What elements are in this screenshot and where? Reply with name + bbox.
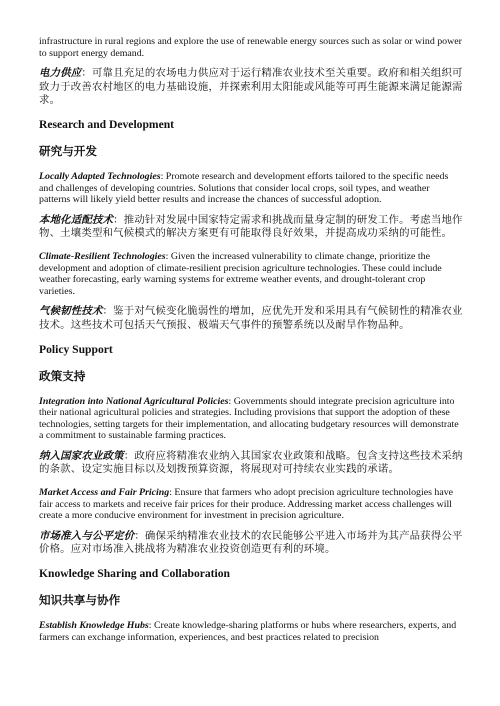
- integration-en-paragraph: [39, 396, 463, 442]
- policy-heading-en: Policy Support: [39, 342, 113, 356]
- power-supply-zh-paragraph: [39, 67, 463, 108]
- knowledge-hubs-en-paragraph: [39, 620, 463, 643]
- climate-tech-zh-text: ：鉴于对气候变化脆弱性的增加，应优先开发和采用具有气候韧性的精准农业技术。这些技术可包括天气预报、极端天气事件的预警系统以及耐旱作物品种。: [39, 305, 463, 331]
- market-access-zh-term: 市场准入与公平定价: [39, 529, 135, 542]
- market-access-en-text: : Ensure that farmers who adopt precision agriculture technologies have fair access to markets and receive fair prices for their produce. Addressing market access challenges will create a more conducive environment for investment in precision agriculture.: [39, 487, 454, 522]
- power-supply-zh-text: ：可靠且充足的农场电力供应对于运行精准农业技术至关重要。政府和相关组织可致力于改善农村地区的电力基础设施，并探索利用太阳能或风能等可再生能源来满足能源需求。: [39, 67, 463, 107]
- climate-tech-en-text: : Given the increased vulnerability to climate change, prioritize the development and adoption of climate-resilient precision agriculture technologies. These could include weather forecasting, early warning systems for extreme weather events, and drought-tolerant crop varieties.: [39, 250, 442, 297]
- local-tech-en-paragraph: [39, 171, 463, 206]
- knowledge-heading-en: Knowledge Sharing and Collaboration: [39, 567, 231, 581]
- climate-tech-en-paragraph: [39, 251, 463, 297]
- power-supply-zh-term: 电力供应: [39, 67, 82, 80]
- climate-tech-zh-term: 气候韧性技术: [39, 305, 103, 318]
- research-heading-zh: 研究与开发: [39, 143, 97, 158]
- integration-en-text: : Governments should integrate precision agriculture into their national agricultural policies and strategies. Including provisions that support the adoption of these technologies, setting targets for their implementation, and allocating budgetary resources will demonstrate a commitment to sustainable farming practices.: [39, 395, 459, 442]
- local-tech-zh-term: 本地化适配技术: [39, 213, 114, 226]
- knowledge-hubs-en-text: : Create knowledge-sharing platforms or hubs where researchers, experts, and farmers can exchange information, experiences, and best practices related to precision: [39, 620, 457, 643]
- local-tech-zh-paragraph: [39, 214, 463, 241]
- integration-en-term: Integration into National Agricultural Policies: [39, 395, 229, 407]
- intro-paragraph: infrastructure in rural regions and explore the use of renewable energy sources such as solar or wind power to support energy demand.: [39, 36, 462, 59]
- local-tech-zh-text: ：推动针对发展中国家特定需求和挑战而量身定制的研发工作。考虑当地作物、土壤类型和气候模式的解决方案更有可能取得良好效果，并提高成功采纳的可能性。: [39, 213, 463, 240]
- local-tech-en-term: Locally Adapted Technologies: [39, 170, 161, 182]
- market-access-en-term: Market Access and Fair Pricing: [39, 487, 170, 499]
- document-page: [39, 36, 463, 651]
- integration-zh-text: ：政府应将精准农业纳入其国家农业政策和战略。包含支持这些技术采纳的条款、设定实施目标以及划拨预算资源，将展现对可持续农业实践的承诺。: [39, 449, 463, 476]
- integration-zh-term: 纳入国家农业政策: [39, 449, 124, 462]
- market-access-en-paragraph: [39, 487, 463, 522]
- knowledge-heading-zh: 知识共享与协作: [39, 593, 121, 608]
- integration-zh-paragraph: [39, 450, 463, 477]
- climate-tech-en-term: Climate-Resilient Technologies: [39, 250, 166, 262]
- market-access-zh-paragraph: [39, 530, 463, 557]
- market-access-zh-text: ：确保采纳精准农业技术的农民能够公平进入市场并为其产品获得公平价格。应对市场准入挑战将为精准农业投资创造更有利的环境。: [39, 529, 463, 556]
- research-heading-en: Research and Development: [39, 117, 175, 131]
- local-tech-en-text: : Promote research and development efforts tailored to the specific needs and challenges of developing countries. Solutions that consider local crops, soil types, and weather patterns will likely yield better results and increase the chances of successful adoption.: [39, 170, 449, 206]
- knowledge-hubs-en-term: Establish Knowledge Hubs: [39, 620, 149, 632]
- climate-tech-zh-paragraph: [39, 305, 463, 332]
- policy-heading-zh: 政策支持: [39, 368, 86, 383]
